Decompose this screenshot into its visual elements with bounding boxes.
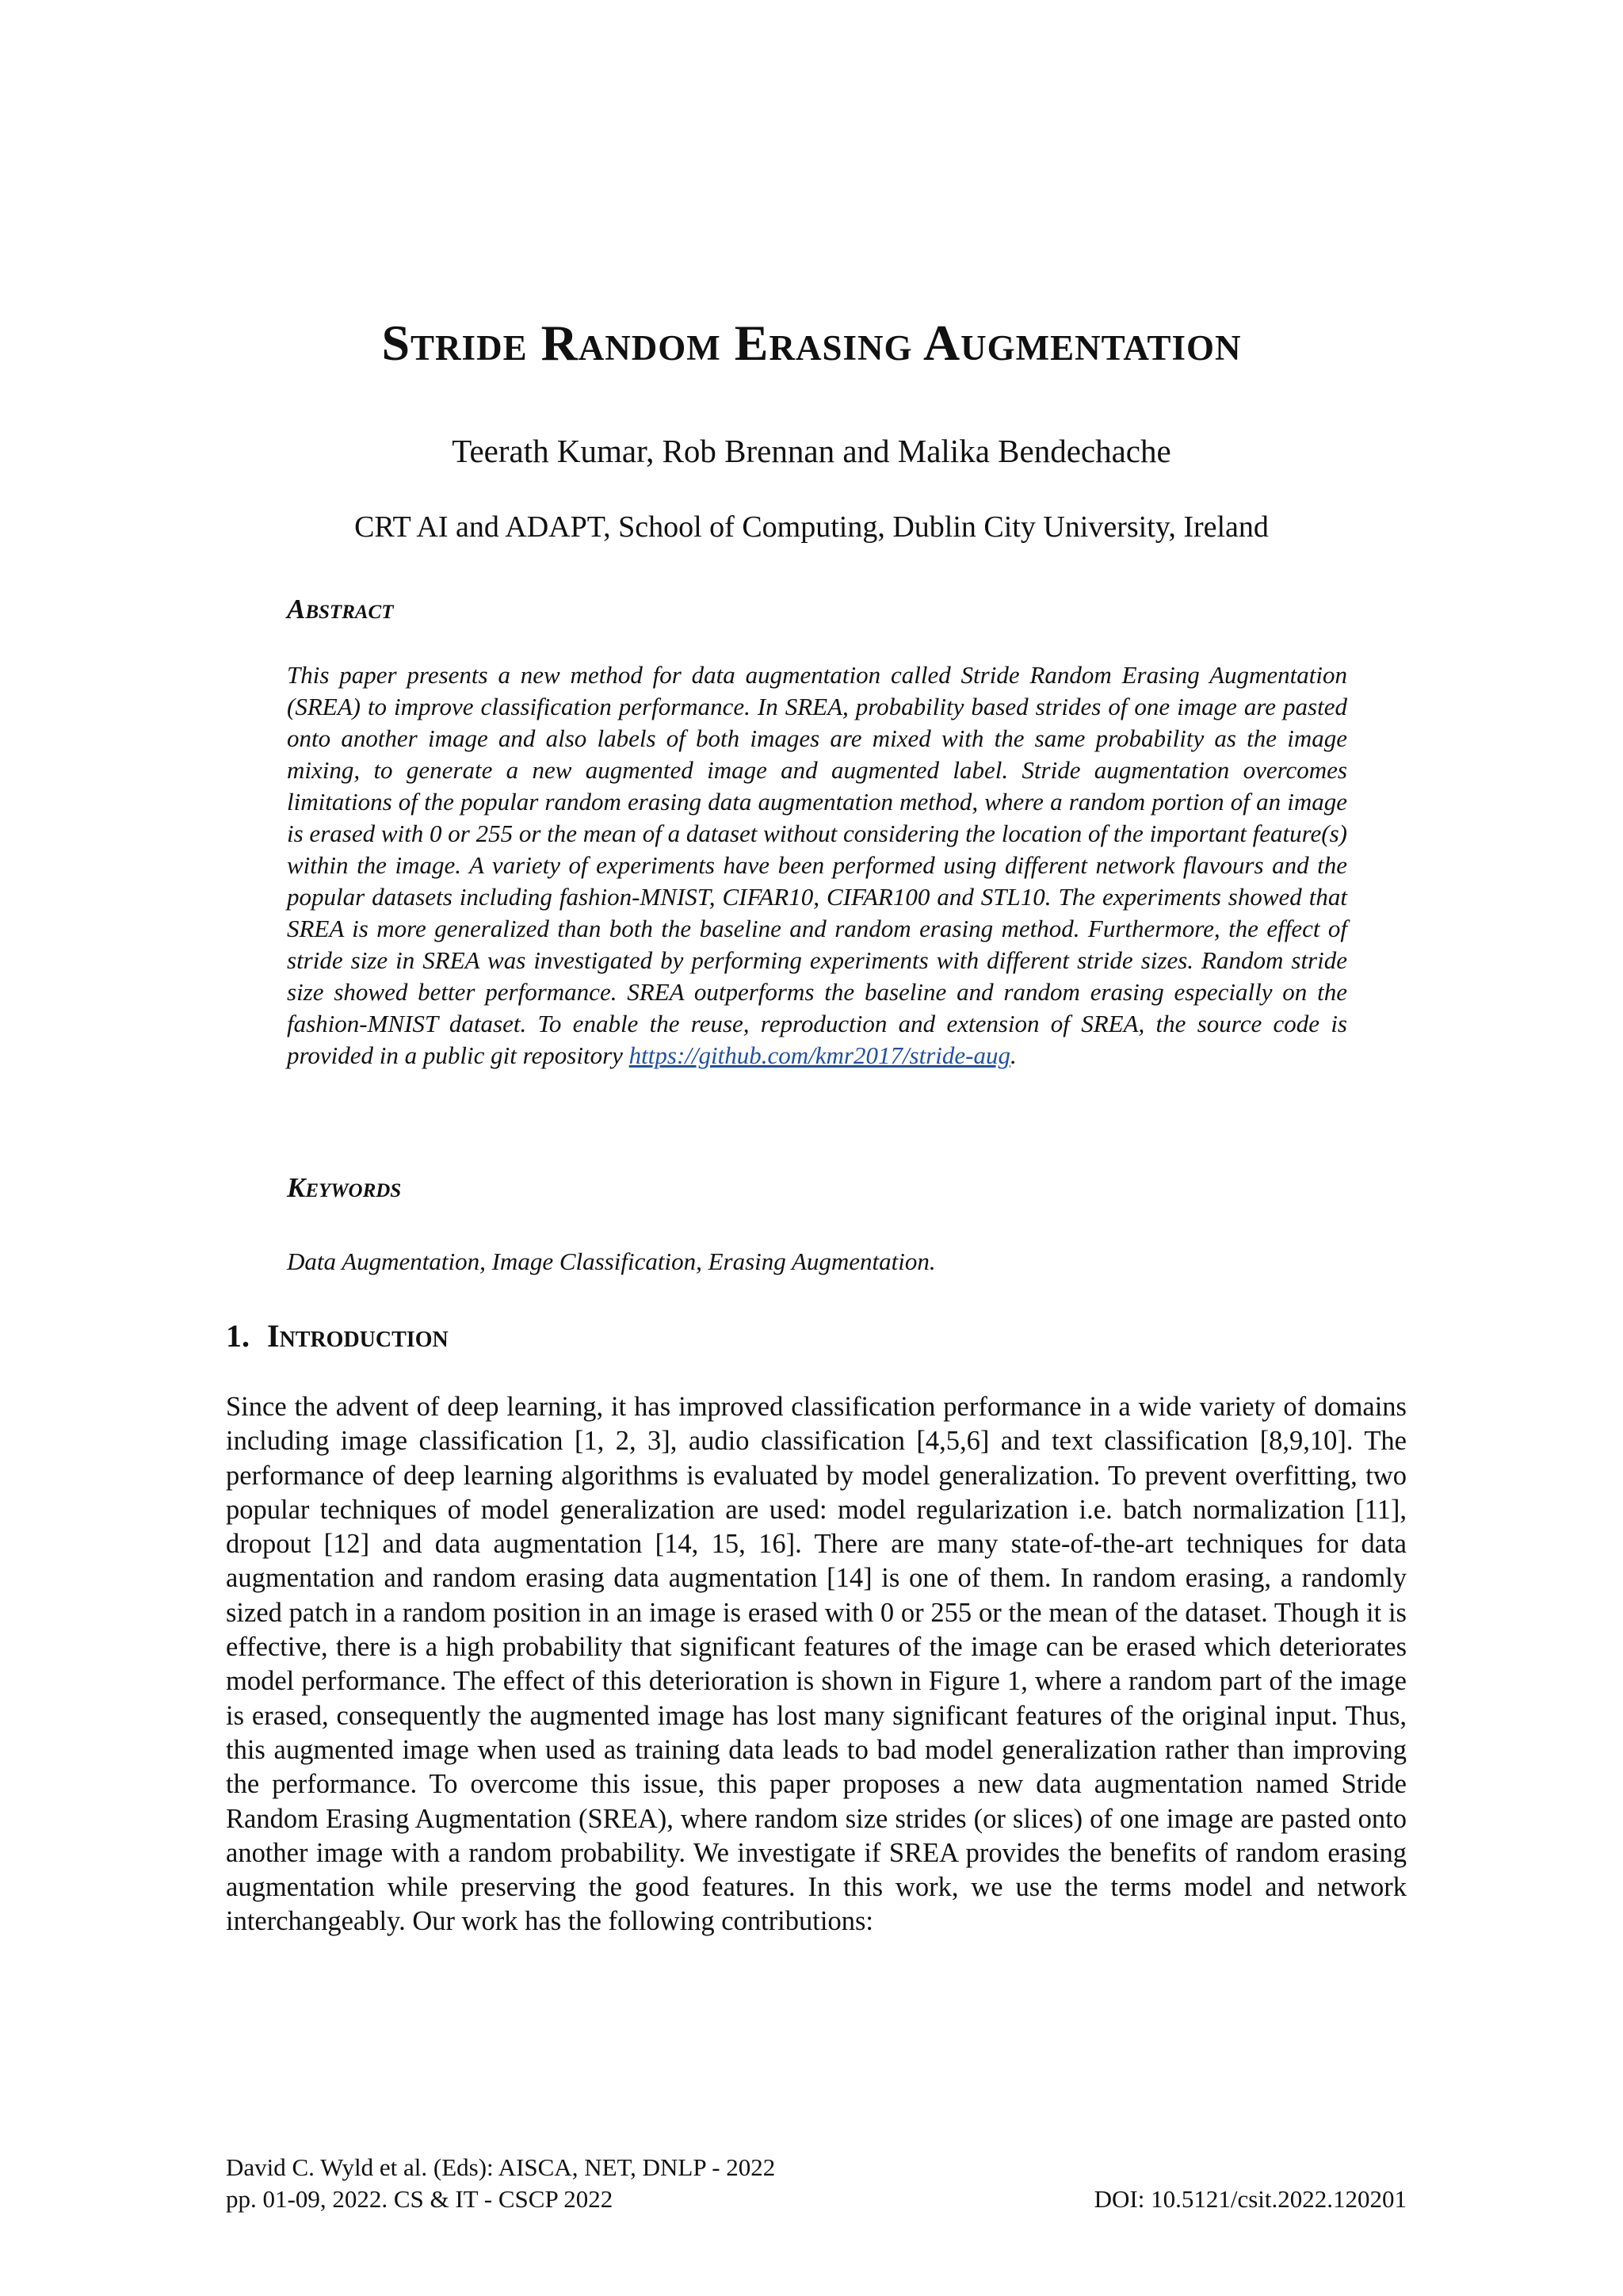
footer-citation [226,2152,775,2215]
abstract-heading: Abstract [287,594,394,625]
section-number: 1. [226,1318,250,1354]
paper-affiliation: CRT AI and ADAPT, School of Computing, Dublin City University, Ireland [354,510,1269,544]
paper-authors: Teerath Kumar, Rob Brennan and Malika Bendechache [452,433,1171,469]
footer-pages: pp. 01-09, 2022. CS & IT - CSCP 2022 [226,2185,613,2213]
abstract-trailing: . [1010,1041,1017,1069]
keywords-text: Data Augmentation, Image Classification, Erasing Augmentation. [287,1247,936,1275]
footer-doi: DOI: 10.5121/csit.2022.120201 [1094,2185,1407,2213]
keywords-heading: Keywords [287,1172,402,1203]
repository-link[interactable]: https://github.com/kmr2017/stride-aug [628,1041,1010,1069]
introduction-text: Since the advent of deep learning, it has improved classification performance in a wide variety of domains including image classification [1, 2, 3], audio classification [4,5,6] and text classification [8,9,10]. The performance of deep learning algorithms is evaluated by model generalization. To prevent overfitting, two popular techniques of model generalization are used: model regularization i.e. batch normalization [11], dropout [12] and data augmentation [14, 15, 16]. There are many state-of-the-art techniques for data augmentation and random erasing data augmentation [14] is one of them. In random erasing, a randomly sized patch in a random position in an image is erased with 0 or 255 or the mean of the dataset. Though it is effective, there is a high probability that significant features of the image can be erased which deteriorates model performance. The effect of this deterioration is shown in Figure 1, where a random part of the image is erased, consequently the augmented image has lost many significant features of the original input. Thus, this augmented image when used as training data leads to bad model generalization rather than improving the performance. To overcome this issue, this paper proposes a new data augmentation named Stride Random Erasing Augmentation (SREA), where random size strides (or slices) of one image are pasted onto another image with a random probability. We investigate if SREA provides the benefits of random erasing augmentation while preserving the good features. In this work, we use the terms model and network interchangeably. Our work has the following contributions: [226,1392,1407,1937]
footer-editors: David C. Wyld et al. (Eds): AISCA, NET, DNLP - 2022 [226,2153,776,2181]
paper-title: Stride Random Erasing Augmentation [381,315,1242,371]
introduction-heading [226,1317,449,1355]
abstract-paragraph: This paper presents a new method for data augmentation called Stride Random Erasing Augmentation (SREA) to improve classification performance. In SREA, probability based strides of one image are pasted onto another image and also labels of both images are mixed with the same probability as the image mixing, to generate a new augmented image and augmented label. Stride augmentation overcomes limitations of the popular random erasing data augmentation method, where a random portion of an image is erased with 0 or 255 or the mean of a dataset without considering the location of the important feature(s) within the image. A variety of experiments have been performed using different network flavours and the popular datasets including fashion-MNIST, CIFAR10, CIFAR100 and STL10. The experiments showed that SREA is more generalized than both the baseline and random erasing method. Furthermore, the effect of stride size in SREA was investigated by performing experiments with different stride sizes. Random stride size showed better performance. SREA outperforms the baseline and random erasing especially on the fashion-MNIST dataset. To enable the reuse, reproduction and extension of SREA, the source code is provided in a public git repository [287,661,1347,1069]
abstract-text [287,659,1347,1072]
section-title: Introduction [267,1318,449,1354]
